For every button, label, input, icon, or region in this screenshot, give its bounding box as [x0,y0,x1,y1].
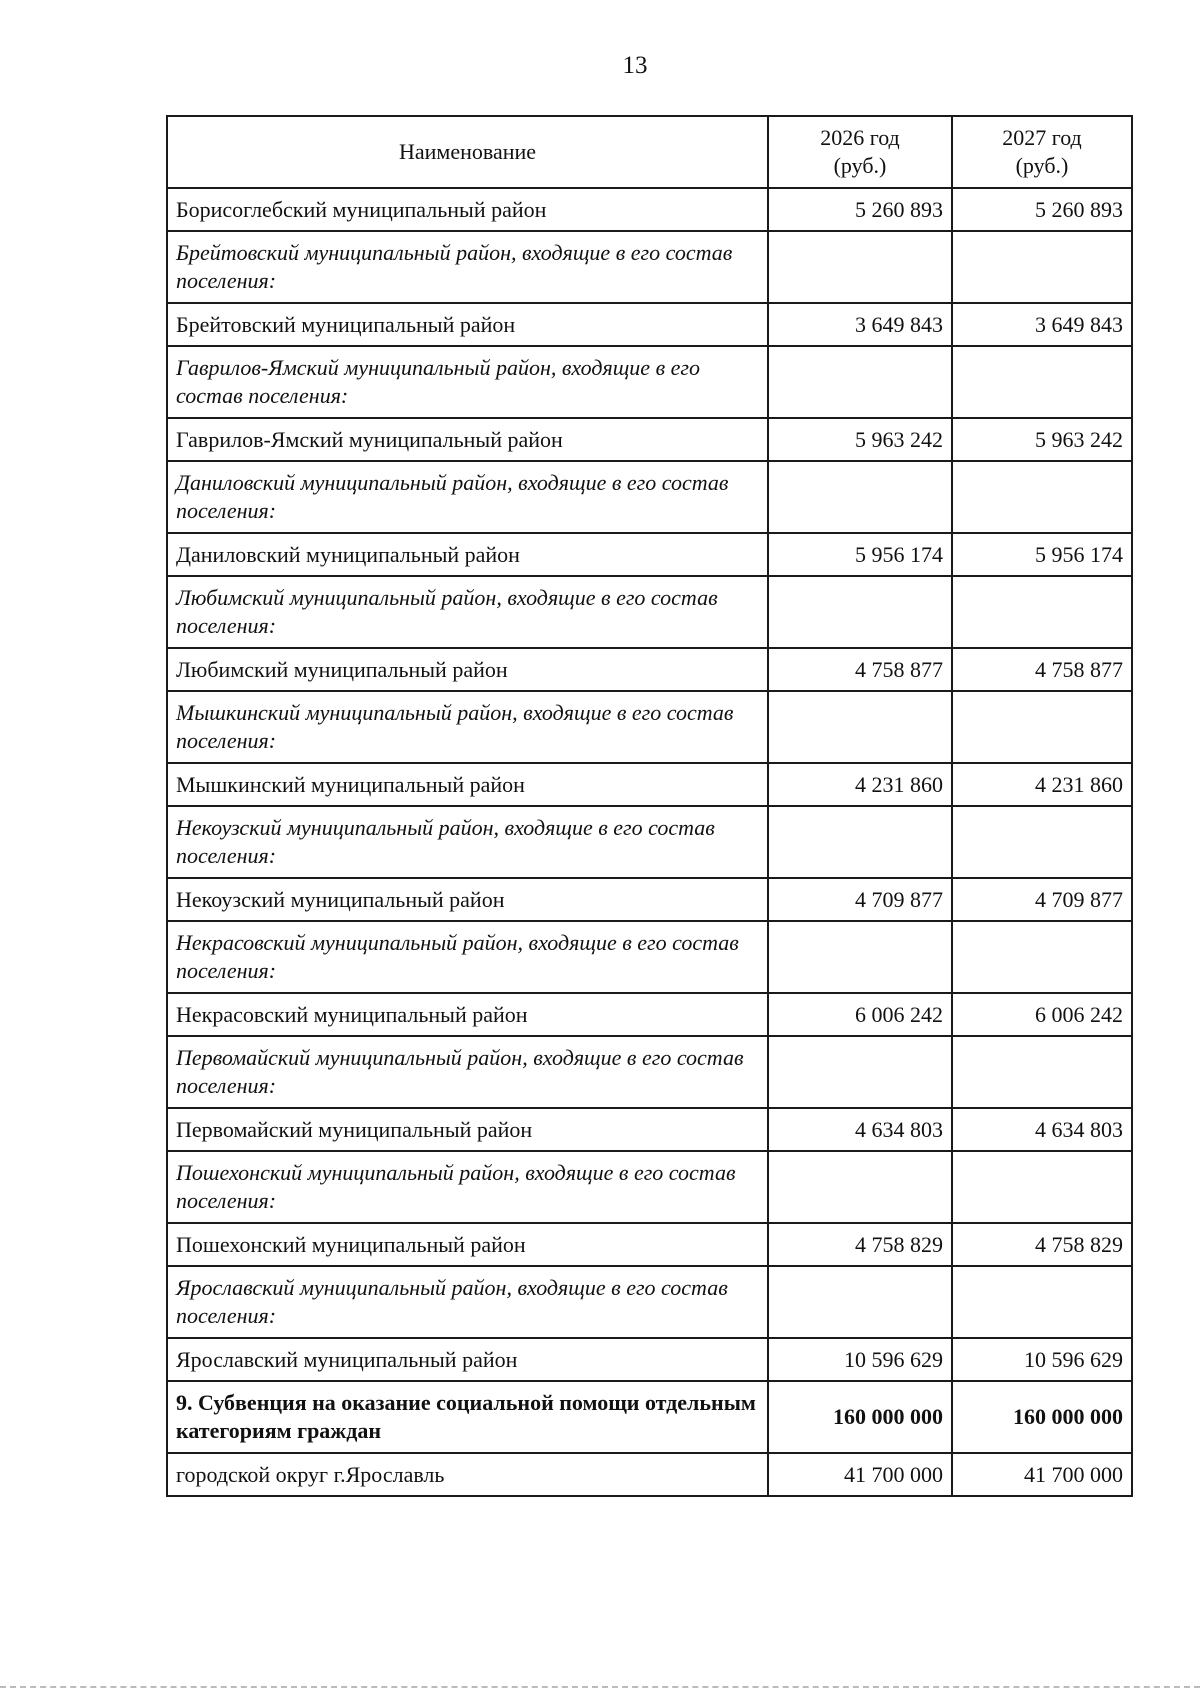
row-2026-cell [768,1266,952,1338]
row-2027-cell [952,1036,1132,1108]
table-row [167,1338,1132,1381]
table-row [167,1036,1132,1108]
row-2026-cell: 3 649 843 [768,303,952,346]
row-2026-cell: 4 231 860 [768,763,952,806]
row-2026-cell: 5 260 893 [768,188,952,231]
row-name-cell: Некрасовский муниципальный район, входящие в его состав поселения: [167,921,768,993]
row-name-cell: Ярославский муниципальный район, входящие в его состав поселения: [167,1266,768,1338]
table-row [167,763,1132,806]
table-row [167,648,1132,691]
table-row [167,878,1132,921]
row-name-cell: Гаврилов-Ямский муниципальный район [167,418,768,461]
header-2027 [952,116,1132,188]
table-row [167,1108,1132,1151]
row-2026-cell: 160 000 000 [768,1381,952,1453]
row-2027-cell: 160 000 000 [952,1381,1132,1453]
header-2026-unit: (руб.) [833,153,887,178]
row-name-cell: 9. Субвенция на оказание социальной помощи отдельным категориям граждан [167,1381,768,1453]
row-2026-cell: 4 758 877 [768,648,952,691]
row-2026-cell [768,576,952,648]
header-2027-label: 2027 год [1002,125,1082,150]
row-name-cell: Борисоглебский муниципальный район [167,188,768,231]
table-row [167,418,1132,461]
table-row [167,1266,1132,1338]
row-2027-cell [952,806,1132,878]
row-2027-cell [952,346,1132,418]
table-row [167,1453,1132,1496]
row-2026-cell: 4 634 803 [768,1108,952,1151]
row-2027-cell [952,921,1132,993]
row-2026-cell: 41 700 000 [768,1453,952,1496]
row-2027-cell [952,461,1132,533]
row-name-cell: Первомайский муниципальный район [167,1108,768,1151]
header-2026-label: 2026 год [820,125,900,150]
row-2026-cell [768,921,952,993]
row-name-cell: Некоузский муниципальный район, входящие в его состав поселения: [167,806,768,878]
row-2026-cell [768,346,952,418]
row-name-cell: городской округ г.Ярославль [167,1453,768,1496]
row-2027-cell [952,1266,1132,1338]
row-2027-cell: 5 963 242 [952,418,1132,461]
subsidy-table [166,115,1133,1497]
row-2027-cell [952,231,1132,303]
row-name-cell: Гаврилов-Ямский муниципальный район, входящие в его состав поселения: [167,346,768,418]
table-row [167,993,1132,1036]
row-name-cell: Пошехонский муниципальный район, входящие в его состав поселения: [167,1151,768,1223]
row-2026-cell [768,461,952,533]
row-name-cell: Мышкинский муниципальный район, входящие в его состав поселения: [167,691,768,763]
table-header-row [167,116,1132,188]
table-row [167,346,1132,418]
row-2026-cell: 6 006 242 [768,993,952,1036]
row-name-cell: Брейтовский муниципальный район [167,303,768,346]
row-2027-cell [952,576,1132,648]
row-2027-cell: 4 634 803 [952,1108,1132,1151]
table-row [167,533,1132,576]
table-row [167,303,1132,346]
row-name-cell: Мышкинский муниципальный район [167,763,768,806]
table-row [167,691,1132,763]
header-2027-unit: (руб.) [1015,153,1069,178]
header-name-label: Наименование [398,139,537,164]
table-row [167,806,1132,878]
row-2026-cell: 4 758 829 [768,1223,952,1266]
table-row [167,576,1132,648]
row-name-cell: Первомайский муниципальный район, входящие в его состав поселения: [167,1036,768,1108]
row-name-cell: Даниловский муниципальный район [167,533,768,576]
table-body [167,188,1132,1496]
row-name-cell: Ярославский муниципальный район [167,1338,768,1381]
row-name-cell: Любимский муниципальный район, входящие в его состав поселения: [167,576,768,648]
table-row [167,231,1132,303]
row-name-cell: Некрасовский муниципальный район [167,993,768,1036]
row-2026-cell [768,1151,952,1223]
row-2027-cell [952,691,1132,763]
row-name-cell: Даниловский муниципальный район, входящие в его состав поселения: [167,461,768,533]
row-2027-cell: 5 260 893 [952,188,1132,231]
row-2027-cell: 3 649 843 [952,303,1132,346]
table-row [167,461,1132,533]
row-2026-cell [768,806,952,878]
row-2026-cell [768,691,952,763]
page-number: 13 [622,52,648,79]
row-name-cell: Брейтовский муниципальный район, входящие в его состав поселения: [167,231,768,303]
row-name-cell: Любимский муниципальный район [167,648,768,691]
header-2026 [768,116,952,188]
row-2026-cell: 10 596 629 [768,1338,952,1381]
table-row [167,188,1132,231]
row-2026-cell: 5 956 174 [768,533,952,576]
row-2027-cell: 4 231 860 [952,763,1132,806]
row-2027-cell: 6 006 242 [952,993,1132,1036]
row-2027-cell: 4 758 877 [952,648,1132,691]
row-2027-cell: 41 700 000 [952,1453,1132,1496]
row-name-cell: Пошехонский муниципальный район [167,1223,768,1266]
row-2027-cell: 4 709 877 [952,878,1132,921]
row-2027-cell: 5 956 174 [952,533,1132,576]
table-row [167,1151,1132,1223]
row-2026-cell: 5 963 242 [768,418,952,461]
header-name [167,116,768,188]
row-2027-cell: 4 758 829 [952,1223,1132,1266]
row-2027-cell [952,1151,1132,1223]
row-name-cell: Некоузский муниципальный район [167,878,768,921]
row-2027-cell: 10 596 629 [952,1338,1132,1381]
page-bottom-edge [0,1686,1200,1688]
table-row [167,1223,1132,1266]
row-2026-cell [768,1036,952,1108]
table-row [167,921,1132,993]
table-row [167,1381,1132,1453]
row-2026-cell [768,231,952,303]
row-2026-cell: 4 709 877 [768,878,952,921]
